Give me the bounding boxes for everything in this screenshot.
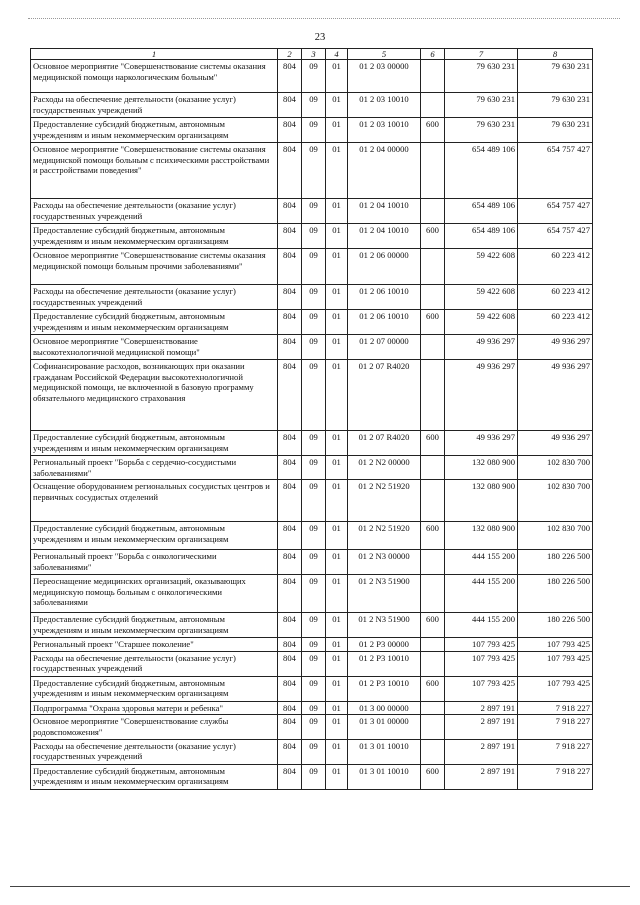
ministry-code-cell: 804 — [278, 575, 302, 613]
subsection-code-cell: 01 — [326, 638, 348, 652]
section-code-cell: 09 — [302, 93, 326, 118]
ministry-code-cell: 804 — [278, 285, 302, 310]
amount-year1-cell: 79 630 231 — [445, 93, 518, 118]
section-code-cell: 09 — [302, 143, 326, 199]
amount-year2-cell: 102 830 700 — [518, 456, 593, 480]
target-article-cell: 01 2 06 10010 — [348, 285, 421, 310]
target-article-cell: 01 2 N3 51900 — [348, 613, 421, 638]
expense-type-cell — [421, 60, 445, 93]
amount-year1-cell: 49 936 297 — [445, 431, 518, 456]
target-article-cell: 01 2 06 00000 — [348, 249, 421, 285]
amount-year2-cell: 180 226 500 — [518, 575, 593, 613]
expense-type-cell: 600 — [421, 224, 445, 249]
header-cell: 8 — [518, 49, 593, 60]
amount-year1-cell: 59 422 608 — [445, 249, 518, 285]
ministry-code-cell: 804 — [278, 550, 302, 575]
row-name-cell: Предоставление субсидий бюджетным, автономным учреждениям и иным некоммерческим организациям — [31, 224, 278, 249]
section-code-cell: 09 — [302, 575, 326, 613]
section-code-cell: 09 — [302, 676, 326, 701]
amount-year1-cell: 2 897 191 — [445, 764, 518, 789]
amount-year1-cell: 444 155 200 — [445, 550, 518, 575]
expense-type-cell — [421, 143, 445, 199]
table-row — [31, 739, 593, 764]
amount-year2-cell: 79 630 231 — [518, 118, 593, 143]
row-name-cell: Расходы на обеспечение деятельности (оказание услуг) государственных учреждений — [31, 651, 278, 676]
amount-year2-cell: 49 936 297 — [518, 335, 593, 360]
subsection-code-cell: 01 — [326, 93, 348, 118]
target-article-cell: 01 2 N3 51900 — [348, 575, 421, 613]
ministry-code-cell: 804 — [278, 118, 302, 143]
expense-type-cell: 600 — [421, 764, 445, 789]
subsection-code-cell: 01 — [326, 118, 348, 143]
ministry-code-cell: 804 — [278, 456, 302, 480]
expense-type-cell — [421, 480, 445, 522]
amount-year2-cell: 102 830 700 — [518, 480, 593, 522]
expense-type-cell — [421, 638, 445, 652]
amount-year2-cell: 180 226 500 — [518, 550, 593, 575]
header-row — [31, 49, 593, 60]
target-article-cell: 01 2 03 10010 — [348, 118, 421, 143]
target-article-cell: 01 2 N3 00000 — [348, 550, 421, 575]
header-cell: 7 — [445, 49, 518, 60]
expense-type-cell — [421, 739, 445, 764]
amount-year1-cell: 2 897 191 — [445, 739, 518, 764]
amount-year1-cell: 49 936 297 — [445, 360, 518, 431]
ministry-code-cell: 804 — [278, 701, 302, 715]
amount-year1-cell: 79 630 231 — [445, 60, 518, 93]
target-article-cell: 01 2 03 00000 — [348, 60, 421, 93]
section-code-cell: 09 — [302, 431, 326, 456]
bottom-rule — [10, 886, 630, 887]
target-article-cell: 01 2 04 10010 — [348, 199, 421, 224]
budget-table — [30, 48, 593, 790]
amount-year2-cell: 654 757 427 — [518, 224, 593, 249]
ministry-code-cell: 804 — [278, 480, 302, 522]
table-row — [31, 456, 593, 480]
target-article-cell: 01 2 04 10010 — [348, 224, 421, 249]
subsection-code-cell: 01 — [326, 613, 348, 638]
target-article-cell: 01 2 N2 51920 — [348, 480, 421, 522]
amount-year2-cell: 107 793 425 — [518, 676, 593, 701]
amount-year2-cell: 79 630 231 — [518, 93, 593, 118]
subsection-code-cell: 01 — [326, 550, 348, 575]
amount-year2-cell: 654 757 427 — [518, 199, 593, 224]
target-article-cell: 01 2 03 10010 — [348, 93, 421, 118]
subsection-code-cell: 01 — [326, 249, 348, 285]
amount-year1-cell: 107 793 425 — [445, 651, 518, 676]
ministry-code-cell: 804 — [278, 431, 302, 456]
table-row — [31, 575, 593, 613]
ministry-code-cell: 804 — [278, 651, 302, 676]
target-article-cell: 01 2 N2 00000 — [348, 456, 421, 480]
amount-year2-cell: 60 223 412 — [518, 310, 593, 335]
amount-year2-cell: 49 936 297 — [518, 360, 593, 431]
amount-year1-cell: 2 897 191 — [445, 701, 518, 715]
amount-year1-cell: 2 897 191 — [445, 715, 518, 739]
header-cell: 2 — [278, 49, 302, 60]
expense-type-cell — [421, 249, 445, 285]
target-article-cell: 01 2 P3 00000 — [348, 638, 421, 652]
table-row — [31, 715, 593, 739]
target-article-cell: 01 2 06 10010 — [348, 310, 421, 335]
table-row — [31, 224, 593, 249]
header-cell: 4 — [326, 49, 348, 60]
subsection-code-cell: 01 — [326, 715, 348, 739]
section-code-cell: 09 — [302, 764, 326, 789]
target-article-cell: 01 2 P3 10010 — [348, 676, 421, 701]
row-name-cell: Переоснащение медицинских организаций, оказывающих медицинскую помощь больным с онкологическими заболеваниями — [31, 575, 278, 613]
subsection-code-cell: 01 — [326, 764, 348, 789]
section-code-cell: 09 — [302, 651, 326, 676]
ministry-code-cell: 804 — [278, 764, 302, 789]
ministry-code-cell: 804 — [278, 199, 302, 224]
row-name-cell: Основное мероприятие "Совершенствование службы родовспоможения" — [31, 715, 278, 739]
row-name-cell: Предоставление субсидий бюджетным, автономным учреждениям и иным некоммерческим организациям — [31, 676, 278, 701]
row-name-cell: Предоставление субсидий бюджетным, автономным учреждениям и иным некоммерческим организациям — [31, 613, 278, 638]
expense-type-cell: 600 — [421, 310, 445, 335]
table-row — [31, 199, 593, 224]
table-row — [31, 118, 593, 143]
expense-type-cell — [421, 199, 445, 224]
table-row — [31, 764, 593, 789]
row-name-cell: Основное мероприятие "Совершенствование системы оказания медицинской помощи больным с психическими расстройствами и расстройствами поведения" — [31, 143, 278, 199]
section-code-cell: 09 — [302, 550, 326, 575]
ministry-code-cell: 804 — [278, 93, 302, 118]
row-name-cell: Предоставление субсидий бюджетным, автономным учреждениям и иным некоммерческим организациям — [31, 118, 278, 143]
expense-type-cell — [421, 456, 445, 480]
table-row — [31, 335, 593, 360]
table-row — [31, 651, 593, 676]
table-row — [31, 360, 593, 431]
table-row — [31, 143, 593, 199]
amount-year2-cell: 102 830 700 — [518, 522, 593, 550]
amount-year1-cell: 654 489 106 — [445, 224, 518, 249]
amount-year1-cell: 107 793 425 — [445, 638, 518, 652]
ministry-code-cell: 804 — [278, 613, 302, 638]
row-name-cell: Расходы на обеспечение деятельности (оказание услуг) государственных учреждений — [31, 93, 278, 118]
section-code-cell: 09 — [302, 522, 326, 550]
section-code-cell: 09 — [302, 613, 326, 638]
section-code-cell: 09 — [302, 249, 326, 285]
ministry-code-cell: 804 — [278, 335, 302, 360]
amount-year2-cell: 79 630 231 — [518, 60, 593, 93]
subsection-code-cell: 01 — [326, 575, 348, 613]
section-code-cell: 09 — [302, 310, 326, 335]
section-code-cell: 09 — [302, 285, 326, 310]
amount-year2-cell: 7 918 227 — [518, 764, 593, 789]
row-name-cell: Региональный проект "Старшее поколение" — [31, 638, 278, 652]
subsection-code-cell: 01 — [326, 522, 348, 550]
row-name-cell: Подпрограмма "Охрана здоровья матери и ребенка" — [31, 701, 278, 715]
table-row — [31, 93, 593, 118]
header-cell: 5 — [348, 49, 421, 60]
table-row — [31, 480, 593, 522]
amount-year2-cell: 49 936 297 — [518, 431, 593, 456]
amount-year2-cell: 107 793 425 — [518, 651, 593, 676]
row-name-cell: Основное мероприятие "Совершенствование системы оказания медицинской помощи больным прочими заболеваниями" — [31, 249, 278, 285]
row-name-cell: Региональный проект "Борьба с онкологическими заболеваниями" — [31, 550, 278, 575]
subsection-code-cell: 01 — [326, 199, 348, 224]
amount-year1-cell: 132 080 900 — [445, 522, 518, 550]
section-code-cell: 09 — [302, 199, 326, 224]
subsection-code-cell: 01 — [326, 456, 348, 480]
target-article-cell: 01 2 07 R4020 — [348, 360, 421, 431]
row-name-cell: Предоставление субсидий бюджетным, автономным учреждениям и иным некоммерческим организациям — [31, 310, 278, 335]
section-code-cell: 09 — [302, 360, 326, 431]
expense-type-cell — [421, 651, 445, 676]
subsection-code-cell: 01 — [326, 310, 348, 335]
subsection-code-cell: 01 — [326, 651, 348, 676]
ministry-code-cell: 804 — [278, 522, 302, 550]
ministry-code-cell: 804 — [278, 60, 302, 93]
top-rule — [28, 18, 620, 19]
target-article-cell: 01 2 07 R4020 — [348, 431, 421, 456]
section-code-cell: 09 — [302, 715, 326, 739]
section-code-cell: 09 — [302, 456, 326, 480]
amount-year1-cell: 49 936 297 — [445, 335, 518, 360]
ministry-code-cell: 804 — [278, 360, 302, 431]
amount-year1-cell: 107 793 425 — [445, 676, 518, 701]
ministry-code-cell: 804 — [278, 249, 302, 285]
expense-type-cell — [421, 335, 445, 360]
row-name-cell: Предоставление субсидий бюджетным, автономным учреждениям и иным некоммерческим организациям — [31, 522, 278, 550]
table-row — [31, 701, 593, 715]
expense-type-cell — [421, 360, 445, 431]
target-article-cell: 01 3 00 00000 — [348, 701, 421, 715]
row-name-cell: Региональный проект "Борьба с сердечно-сосудистыми заболеваниями" — [31, 456, 278, 480]
row-name-cell: Оснащение оборудованием региональных сосудистых центров и первичных сосудистых отделений — [31, 480, 278, 522]
table-row — [31, 285, 593, 310]
amount-year2-cell: 180 226 500 — [518, 613, 593, 638]
table-row — [31, 522, 593, 550]
expense-type-cell — [421, 701, 445, 715]
row-name-cell: Основное мероприятие "Совершенствование системы оказания медицинской помощи наркологическим больным" — [31, 60, 278, 93]
subsection-code-cell: 01 — [326, 143, 348, 199]
amount-year1-cell: 444 155 200 — [445, 613, 518, 638]
ministry-code-cell: 804 — [278, 143, 302, 199]
subsection-code-cell: 01 — [326, 60, 348, 93]
section-code-cell: 09 — [302, 335, 326, 360]
table-row — [31, 249, 593, 285]
ministry-code-cell: 804 — [278, 638, 302, 652]
row-name-cell: Расходы на обеспечение деятельности (оказание услуг) государственных учреждений — [31, 199, 278, 224]
table-row — [31, 676, 593, 701]
expense-type-cell: 600 — [421, 613, 445, 638]
table-row — [31, 550, 593, 575]
amount-year1-cell: 654 489 106 — [445, 199, 518, 224]
section-code-cell: 09 — [302, 224, 326, 249]
amount-year1-cell: 132 080 900 — [445, 456, 518, 480]
subsection-code-cell: 01 — [326, 285, 348, 310]
subsection-code-cell: 01 — [326, 224, 348, 249]
header-cell: 3 — [302, 49, 326, 60]
expense-type-cell — [421, 575, 445, 613]
section-code-cell: 09 — [302, 739, 326, 764]
amount-year2-cell: 107 793 425 — [518, 638, 593, 652]
expense-type-cell — [421, 550, 445, 575]
row-name-cell: Расходы на обеспечение деятельности (оказание услуг) государственных учреждений — [31, 285, 278, 310]
table-row — [31, 60, 593, 93]
section-code-cell: 09 — [302, 638, 326, 652]
section-code-cell: 09 — [302, 118, 326, 143]
table-row — [31, 310, 593, 335]
section-code-cell: 09 — [302, 480, 326, 522]
target-article-cell: 01 2 07 00000 — [348, 335, 421, 360]
target-article-cell: 01 2 P3 10010 — [348, 651, 421, 676]
amount-year1-cell: 654 489 106 — [445, 143, 518, 199]
expense-type-cell: 600 — [421, 431, 445, 456]
target-article-cell: 01 2 N2 51920 — [348, 522, 421, 550]
amount-year1-cell: 59 422 608 — [445, 285, 518, 310]
subsection-code-cell: 01 — [326, 739, 348, 764]
amount-year2-cell: 60 223 412 — [518, 249, 593, 285]
subsection-code-cell: 01 — [326, 431, 348, 456]
row-name-cell: Основное мероприятие "Совершенствование высокотехнологичной медицинской помощи" — [31, 335, 278, 360]
expense-type-cell — [421, 93, 445, 118]
amount-year2-cell: 7 918 227 — [518, 715, 593, 739]
subsection-code-cell: 01 — [326, 480, 348, 522]
amount-year1-cell: 59 422 608 — [445, 310, 518, 335]
section-code-cell: 09 — [302, 701, 326, 715]
section-code-cell: 09 — [302, 60, 326, 93]
row-name-cell: Расходы на обеспечение деятельности (оказание услуг) государственных учреждений — [31, 739, 278, 764]
header-cell: 1 — [31, 49, 278, 60]
target-article-cell: 01 2 04 00000 — [348, 143, 421, 199]
amount-year2-cell: 654 757 427 — [518, 143, 593, 199]
amount-year1-cell: 79 630 231 — [445, 118, 518, 143]
table-row — [31, 638, 593, 652]
target-article-cell: 01 3 01 00000 — [348, 715, 421, 739]
target-article-cell: 01 3 01 10010 — [348, 764, 421, 789]
header-cell: 6 — [421, 49, 445, 60]
row-name-cell: Предоставление субсидий бюджетным, автономным учреждениям и иным некоммерческим организациям — [31, 764, 278, 789]
table-row — [31, 613, 593, 638]
page-number: 23 — [314, 32, 326, 43]
subsection-code-cell: 01 — [326, 335, 348, 360]
ministry-code-cell: 804 — [278, 224, 302, 249]
target-article-cell: 01 3 01 10010 — [348, 739, 421, 764]
amount-year1-cell: 444 155 200 — [445, 575, 518, 613]
table-row — [31, 431, 593, 456]
amount-year2-cell: 60 223 412 — [518, 285, 593, 310]
ministry-code-cell: 804 — [278, 739, 302, 764]
amount-year2-cell: 7 918 227 — [518, 701, 593, 715]
amount-year1-cell: 132 080 900 — [445, 480, 518, 522]
amount-year2-cell: 7 918 227 — [518, 739, 593, 764]
ministry-code-cell: 804 — [278, 310, 302, 335]
row-name-cell: Софинансирование расходов, возникающих при оказании гражданам Российской Федерации высокотехнологичной медицинской помощи, не включенной в базовую программу обязательного медицинского страхования — [31, 360, 278, 431]
expense-type-cell: 600 — [421, 118, 445, 143]
subsection-code-cell: 01 — [326, 360, 348, 431]
expense-type-cell — [421, 715, 445, 739]
ministry-code-cell: 804 — [278, 676, 302, 701]
expense-type-cell: 600 — [421, 522, 445, 550]
expense-type-cell — [421, 285, 445, 310]
ministry-code-cell: 804 — [278, 715, 302, 739]
subsection-code-cell: 01 — [326, 676, 348, 701]
subsection-code-cell: 01 — [326, 701, 348, 715]
expense-type-cell: 600 — [421, 676, 445, 701]
row-name-cell: Предоставление субсидий бюджетным, автономным учреждениям и иным некоммерческим организациям — [31, 431, 278, 456]
